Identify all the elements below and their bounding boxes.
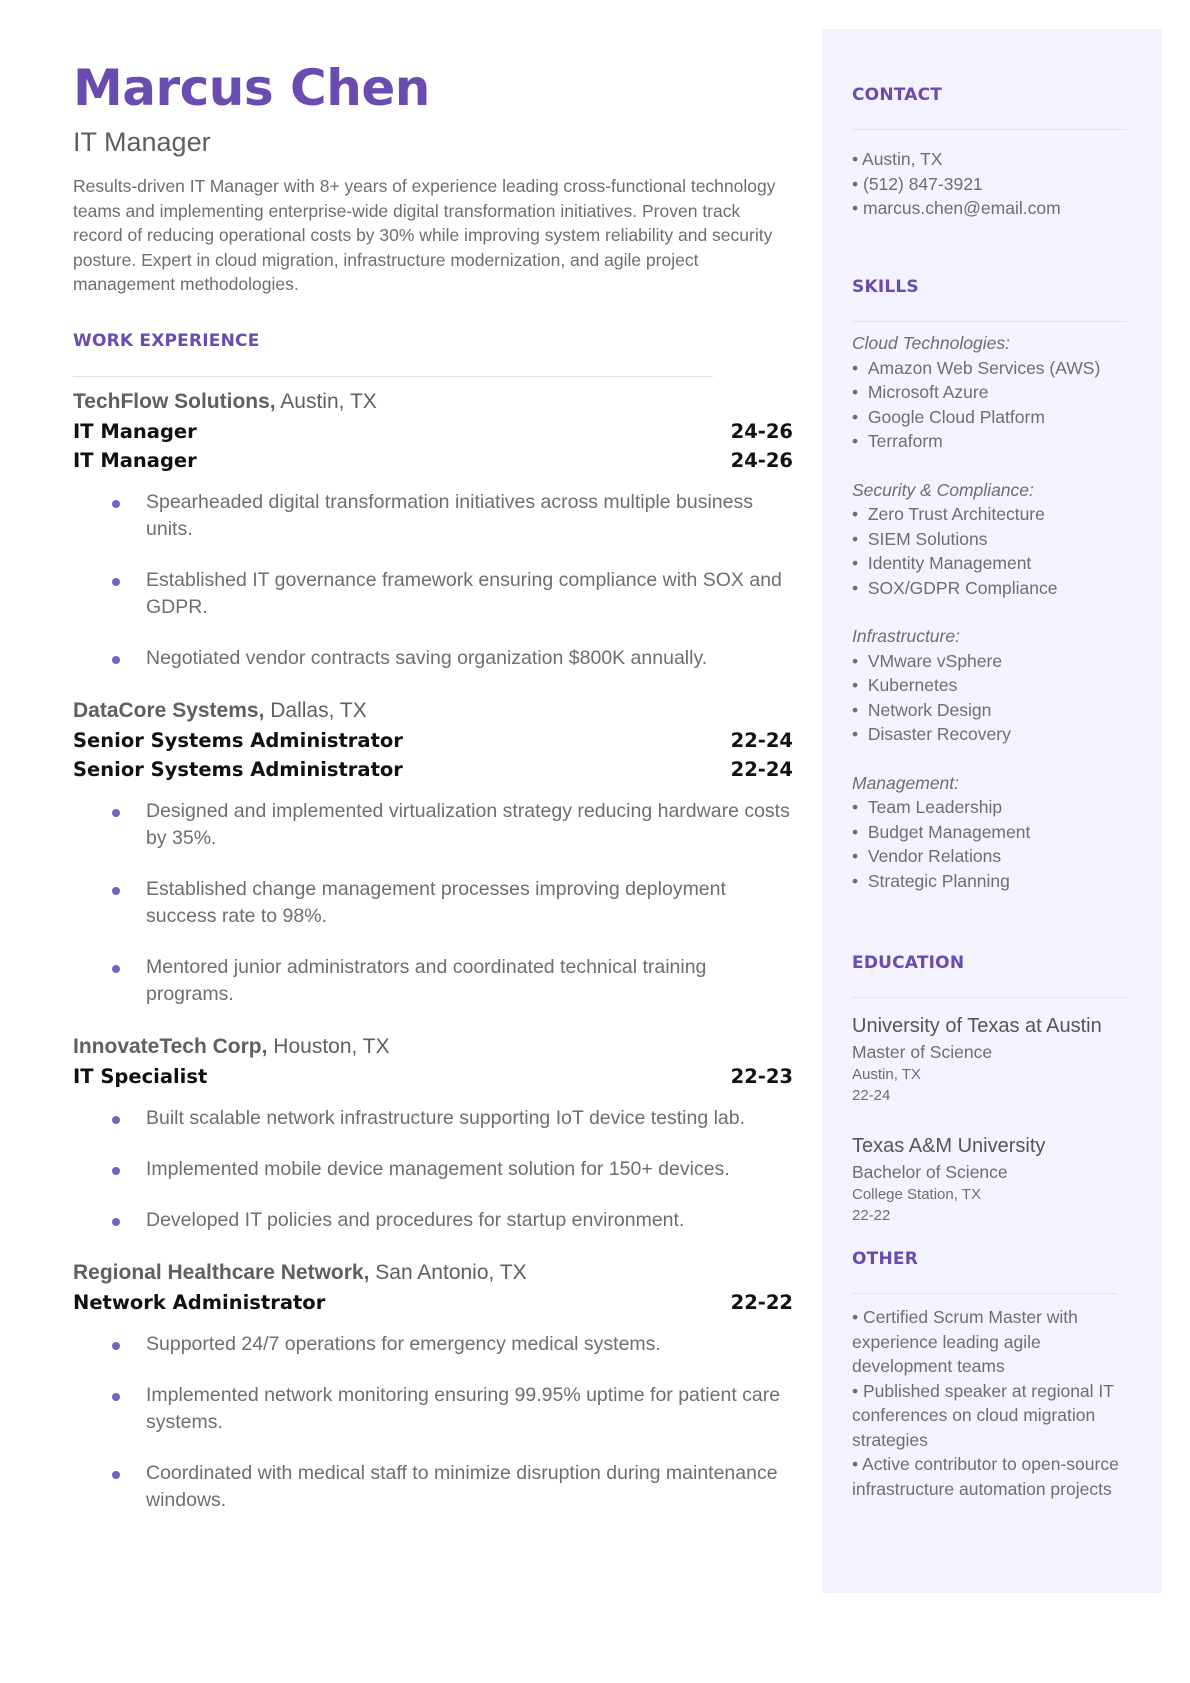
edu-dates: 22-24 (852, 1087, 891, 1104)
company-line (73, 1032, 793, 1062)
bullet-dot-icon (112, 1218, 120, 1226)
skill-category: Security & Compliance: (852, 479, 1034, 500)
position-title: IT Manager (73, 419, 197, 443)
job-bullets (73, 1331, 793, 1514)
position-title: IT Manager (73, 448, 197, 472)
position-row (73, 1288, 793, 1317)
company-location: San Antonio, TX (369, 1260, 527, 1284)
bullet-text: Negotiated vendor contracts saving organization $800K annually. (146, 646, 708, 669)
skill-category: Infrastructure: (852, 626, 960, 646)
position-dates: 22-23 (730, 1064, 793, 1088)
bullet-text: Established IT governance framework ensuring compliance with SOX and GDPR. (146, 568, 782, 618)
skill-item: • SIEM Solutions (852, 528, 988, 549)
other-list (852, 1305, 1127, 1501)
bullet-text: Spearheaded digital transformation initiatives across multiple business units. (146, 490, 753, 540)
bullet-dot-icon (112, 1342, 120, 1350)
skill-item: • Google Cloud Platform (852, 406, 1045, 427)
bullet-text: Built scalable network infrastructure supporting IoT device testing lab. (146, 1106, 746, 1129)
job-bullet (73, 1331, 796, 1358)
bullet-dot-icon (112, 887, 120, 895)
skill-group (852, 478, 1127, 601)
bullet-text: Mentored junior administrators and coordinated technical training programs. (146, 955, 707, 1005)
job-bullets (73, 1105, 793, 1234)
main-column (73, 56, 793, 1538)
education-heading: EDUCATION (852, 953, 965, 973)
position-dates: 24-26 (730, 448, 793, 472)
job-entry (73, 387, 793, 672)
contact-email: • marcus.chen@email.com (852, 198, 1061, 218)
candidate-name: Marcus Chen (73, 59, 430, 117)
company-location: Austin, TX (275, 389, 377, 413)
contact-location: • Austin, TX (852, 149, 943, 169)
position-dates: 24-26 (730, 419, 793, 443)
company-name: InnovateTech Corp, (73, 1034, 268, 1058)
skill-list (852, 649, 1127, 747)
skill-list (852, 356, 1127, 454)
edu-location: College Station, TX (852, 1186, 981, 1203)
skill-item: • Vendor Relations (852, 846, 1002, 866)
job-entry (73, 1032, 793, 1234)
job-bullets (73, 489, 793, 672)
education-entry (852, 1133, 1127, 1226)
bullet-dot-icon (112, 1471, 120, 1479)
position-row (73, 417, 793, 446)
job-bullet (73, 1460, 796, 1514)
skill-item: • VMware vSphere (852, 650, 1003, 671)
section-divider (852, 129, 1127, 130)
skill-item: • Amazon Web Services (AWS) (852, 357, 1101, 378)
position-dates: 22-24 (730, 757, 793, 781)
bullet-text: Established change management processes improving deployment success rate to 98%. (146, 877, 726, 927)
job-bullet (73, 1105, 796, 1132)
job-bullet (73, 798, 796, 852)
skill-category: Cloud Technologies: (852, 333, 1010, 353)
candidate-title: IT Manager (73, 127, 211, 157)
job-bullet (73, 645, 796, 672)
bullet-dot-icon (112, 578, 120, 586)
bullet-text: Designed and implemented virtualization strategy reducing hardware costs by 35%. (146, 799, 790, 849)
skill-item: • Identity Management (852, 553, 1032, 573)
skill-group (852, 624, 1127, 747)
sidebar (822, 29, 1162, 1593)
job-bullet (73, 1207, 796, 1234)
skill-list (852, 502, 1127, 600)
other-heading: OTHER (852, 1249, 918, 1269)
work-experience-heading: WORK EXPERIENCE (73, 330, 260, 351)
skill-item: • SOX/GDPR Compliance (852, 577, 1058, 598)
position-row (73, 446, 793, 475)
company-line (73, 696, 793, 726)
skill-group (852, 771, 1127, 894)
job-bullet (73, 1156, 796, 1183)
skill-category: Management: (852, 772, 960, 793)
bullet-dot-icon (112, 656, 120, 664)
bullet-text: Coordinated with medical staff to minimize disruption during maintenance windows. (146, 1461, 778, 1511)
job-bullets (73, 798, 793, 1008)
job-bullet (73, 876, 796, 930)
position-row (73, 1062, 793, 1091)
position-title: Senior Systems Administrator (73, 757, 403, 781)
position-dates: 22-24 (730, 728, 793, 752)
skill-item: • Kubernetes (852, 675, 958, 695)
job-entry (73, 1258, 793, 1514)
edu-dates: 22-22 (852, 1207, 891, 1224)
section-divider (852, 1293, 1117, 1294)
skills-block (852, 331, 1127, 893)
skill-item: • Team Leadership (852, 797, 1003, 817)
skill-item: • Disaster Recovery (852, 724, 1011, 744)
position-row (73, 726, 793, 755)
position-dates: 22-22 (730, 1290, 793, 1314)
edu-school: Texas A&M University (852, 1135, 1046, 1157)
skill-group (852, 331, 1127, 454)
company-line (73, 1258, 793, 1288)
job-bullet (73, 1382, 796, 1436)
company-line (73, 387, 793, 417)
contact-list (852, 147, 1061, 221)
section-divider (73, 376, 713, 377)
job-bullet (73, 954, 796, 1008)
bullet-dot-icon (112, 1116, 120, 1124)
bullet-dot-icon (112, 1167, 120, 1175)
contact-heading: CONTACT (852, 85, 943, 105)
edu-location: Austin, TX (852, 1066, 921, 1083)
position-title: IT Specialist (73, 1064, 208, 1088)
job-entry (73, 696, 793, 1008)
edu-degree: Master of Science (852, 1042, 993, 1062)
company-name: Regional Healthcare Network, (73, 1260, 370, 1284)
bullet-dot-icon (112, 965, 120, 973)
edu-degree: Bachelor of Science (852, 1162, 1008, 1182)
position-title: Senior Systems Administrator (73, 728, 403, 752)
section-divider (852, 997, 1127, 998)
contact-phone: • (512) 847-3921 (852, 173, 983, 194)
bullet-text: Implemented network monitoring ensuring 99.95% uptime for patient care systems. (146, 1383, 781, 1433)
bullet-dot-icon (112, 809, 120, 817)
bullet-text: Developed IT policies and procedures for startup environment. (146, 1208, 685, 1231)
job-bullet (73, 489, 796, 543)
skill-item: • Budget Management (852, 821, 1031, 842)
position-title: Network Administrator (73, 1290, 326, 1314)
skill-item: • Microsoft Azure (852, 382, 989, 402)
position-row (73, 755, 793, 784)
summary-paragraph: Results-driven IT Manager with 8+ years of experience leading cross-functional technology teams and implementing enterprise-wide digital transformation initiatives. Proven track record of reducing operational costs by 30% while improving system reliability and security posture. Expert in cloud migration, infrastructure modernization, and agile project management methodologies. (73, 176, 776, 294)
education-entry (852, 1013, 1127, 1106)
company-name: DataCore Systems, (73, 698, 265, 722)
skill-list (852, 795, 1127, 893)
bullet-dot-icon (112, 500, 120, 508)
bullet-text: Implemented mobile device management solution for 150+ devices. (146, 1157, 730, 1180)
other-item: • Active contributor to open-source infrastructure automation projects (852, 1454, 1119, 1499)
company-name: TechFlow Solutions, (73, 389, 276, 413)
skills-heading: SKILLS (852, 277, 919, 297)
skill-item: • Strategic Planning (852, 870, 1010, 891)
skill-item: • Terraform (852, 431, 943, 451)
company-location: Houston, TX (267, 1034, 390, 1058)
job-bullet (73, 567, 796, 621)
skill-item: • Network Design (852, 699, 992, 720)
skill-item: • Zero Trust Architecture (852, 504, 1045, 524)
other-item: • Published speaker at regional IT conferences on cloud migration strategies (852, 1380, 1114, 1450)
edu-school: University of Texas at Austin (852, 1015, 1102, 1037)
company-location: Dallas, TX (264, 698, 367, 722)
bullet-dot-icon (112, 1393, 120, 1401)
section-divider (852, 321, 1127, 322)
bullet-text: Supported 24/7 operations for emergency medical systems. (146, 1332, 661, 1355)
other-item: • Certified Scrum Master with experience leading agile development teams (852, 1307, 1078, 1376)
